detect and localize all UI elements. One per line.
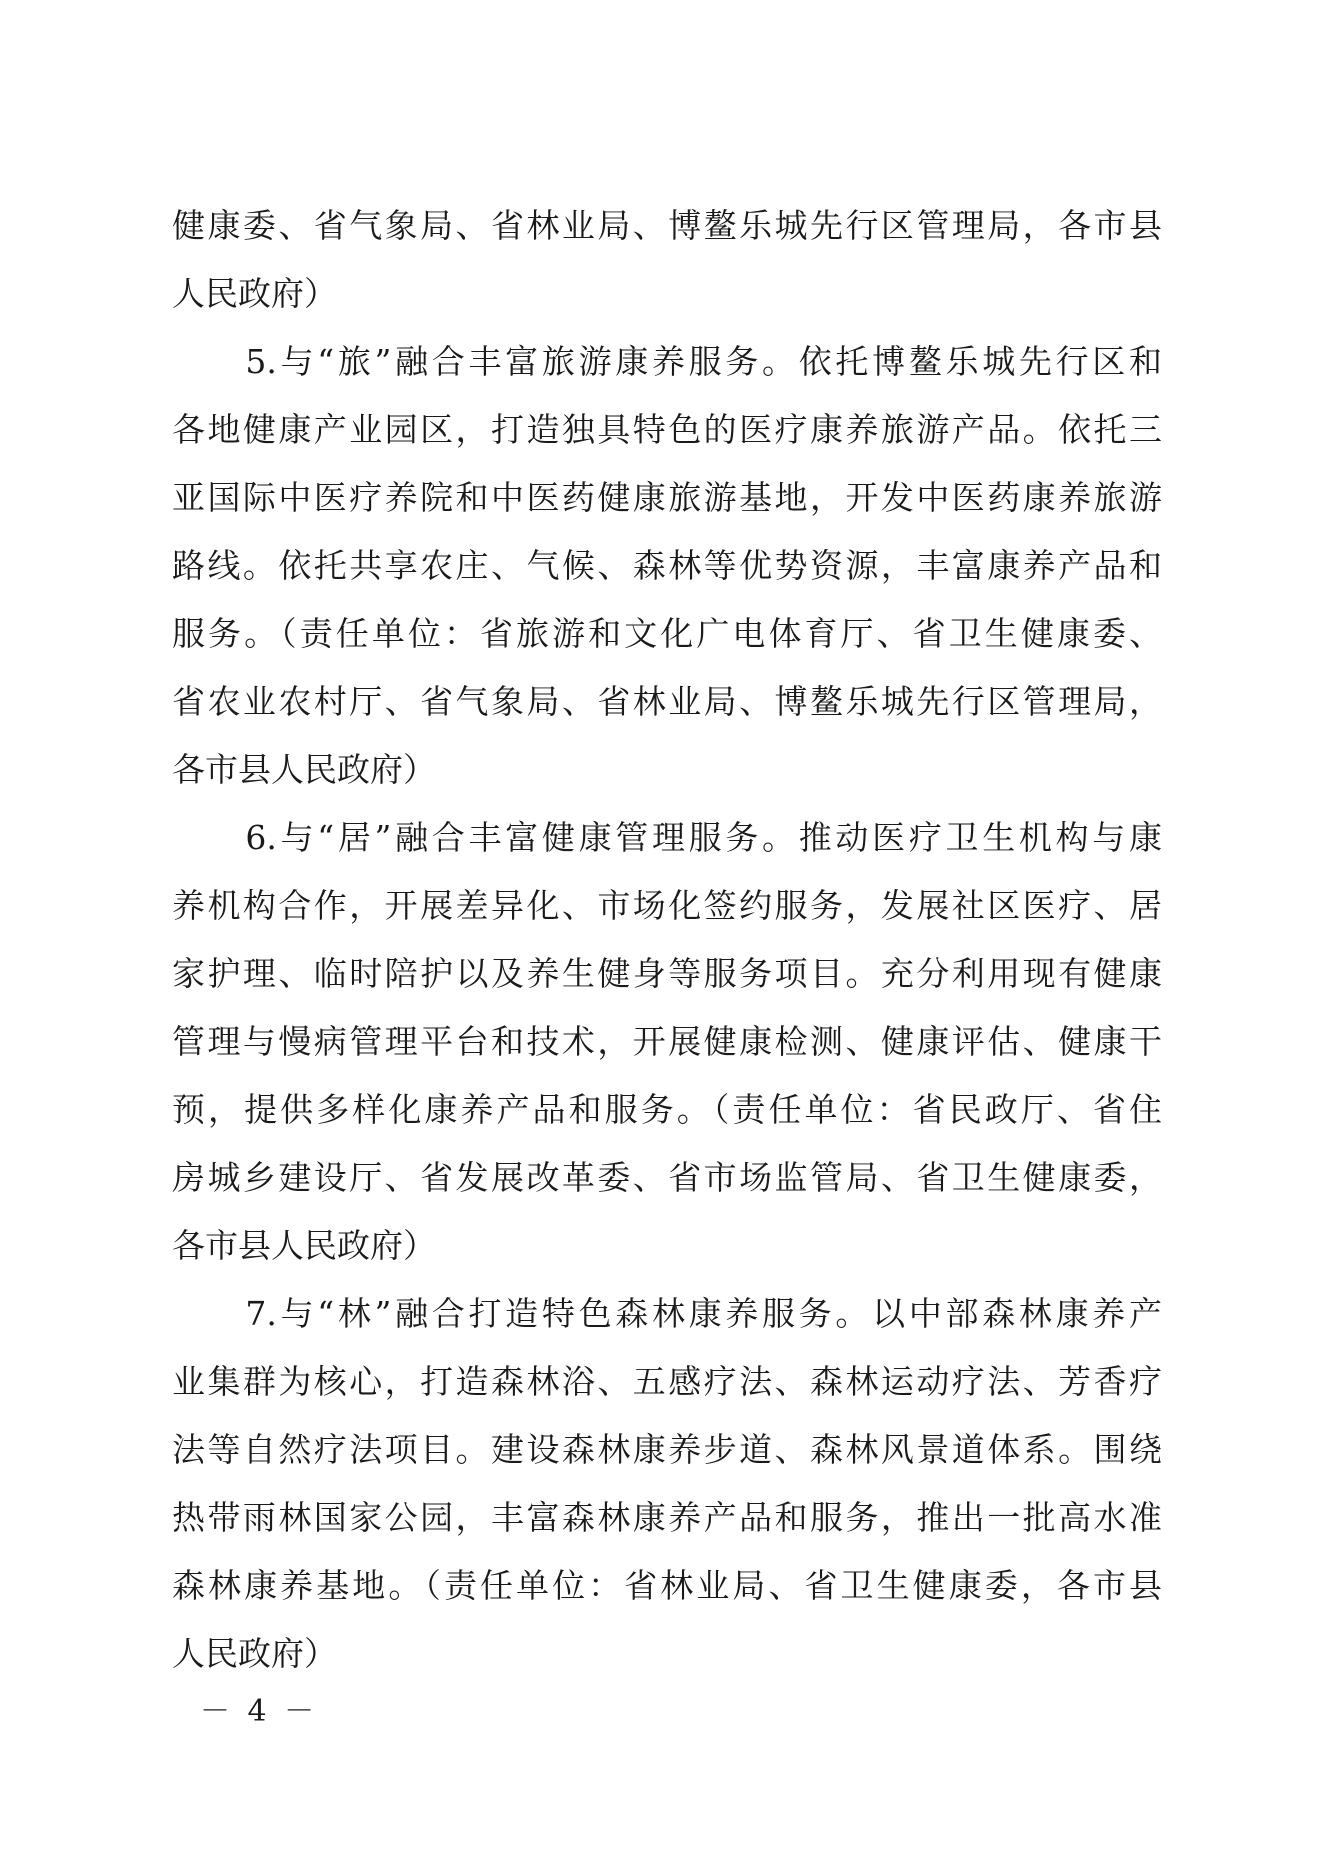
text-line: 各市县人民政府） bbox=[172, 1226, 436, 1265]
text-line: 各市县人民政府） bbox=[172, 750, 436, 789]
paragraph-7-start: 7.与“林”融合打造特色森林康养服务。以中部森林康养产 bbox=[172, 1294, 1162, 1333]
text-line: 服务。（责任单位：省旅游和文化广电体育厅、省卫生健康委、 bbox=[172, 614, 1162, 653]
text-line: 人民政府） bbox=[172, 1634, 337, 1673]
text-line: 森林康养基地。（责任单位：省林业局、省卫生健康委，各市县 bbox=[172, 1566, 1162, 1605]
text-line: 房城乡建设厅、省发展改革委、省市场监管局、省卫生健康委， bbox=[172, 1158, 1162, 1197]
page-number: － 4 － bbox=[200, 1694, 319, 1729]
text-line: 人民政府） bbox=[172, 274, 337, 313]
text-line: 省农业农村厅、省气象局、省林业局、博鳌乐城先行区管理局， bbox=[172, 682, 1162, 721]
text-line: 家护理、临时陪护以及养生健身等服务项目。充分利用现有健康 bbox=[172, 954, 1162, 993]
text-line: 预，提供多样化康养产品和服务。（责任单位：省民政厅、省住 bbox=[172, 1090, 1162, 1129]
paragraph-6-start: 6.与“居”融合丰富健康管理服务。推动医疗卫生机构与康 bbox=[172, 818, 1162, 857]
text-line: 法等自然疗法项目。建设森林康养步道、森林风景道体系。围绕 bbox=[172, 1430, 1162, 1469]
text-line: 路线。依托共享农庄、气候、森林等优势资源，丰富康养产品和 bbox=[172, 546, 1162, 585]
paragraph-5-start: 5.与“旅”融合丰富旅游康养服务。依托博鳌乐城先行区和 bbox=[172, 342, 1162, 381]
text-line: 管理与慢病管理平台和技术，开展健康检测、健康评估、健康干 bbox=[172, 1022, 1162, 1061]
text-line: 亚国际中医疗养院和中医药健康旅游基地，开发中医药康养旅游 bbox=[172, 478, 1162, 517]
text-line: 热带雨林国家公园，丰富森林康养产品和服务，推出一批高水准 bbox=[172, 1498, 1162, 1537]
text-line: 各地健康产业园区，打造独具特色的医疗康养旅游产品。依托三 bbox=[172, 410, 1162, 449]
text-line: 健康委、省气象局、省林业局、博鳌乐城先行区管理局，各市县 bbox=[172, 206, 1162, 245]
text-line: 养机构合作，开展差异化、市场化签约服务，发展社区医疗、居 bbox=[172, 886, 1162, 925]
text-line: 业集群为核心，打造森林浴、五感疗法、森林运动疗法、芳香疗 bbox=[172, 1362, 1162, 1401]
